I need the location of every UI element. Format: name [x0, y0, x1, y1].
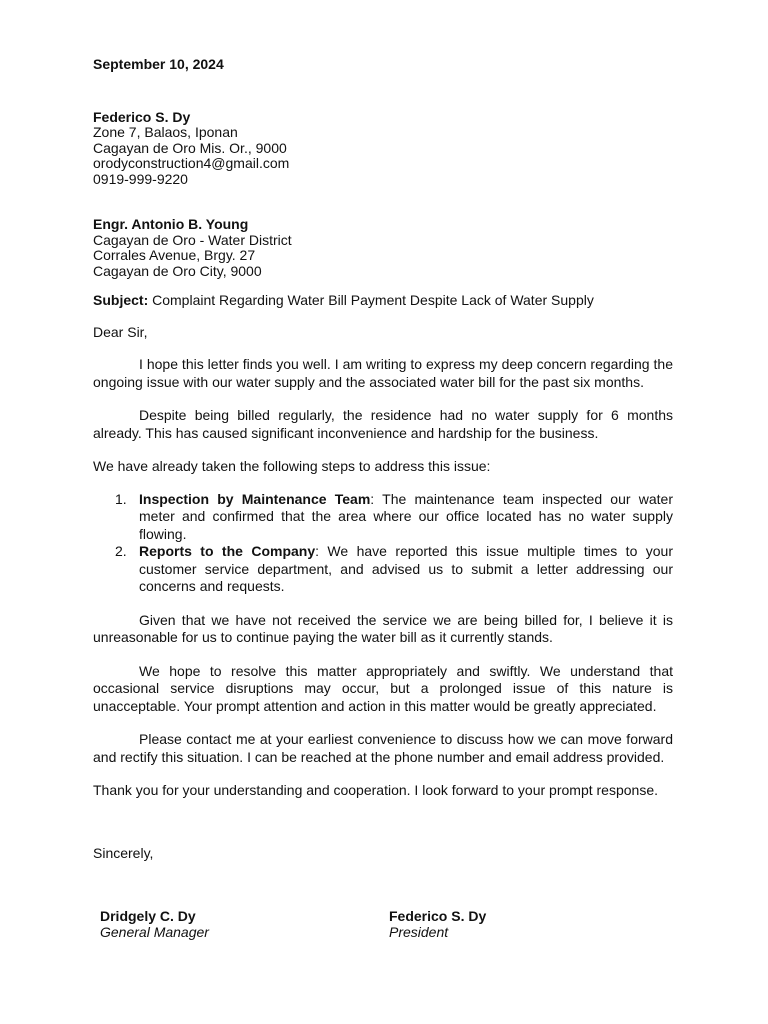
- sign-off: Sincerely,: [93, 844, 154, 861]
- steps-intro: We have already taken the following steps to address this issue:: [93, 458, 491, 474]
- subject-line: [93, 293, 673, 309]
- sender-email: orodyconstruction4@gmail.com: [93, 155, 290, 171]
- subject-label: Subject:: [93, 292, 149, 308]
- recipient-address-line-2: Cagayan de Oro City, 9000: [93, 262, 262, 279]
- letter-date: September 10, 2024: [93, 56, 224, 72]
- sender-block: [93, 110, 673, 188]
- subject-text: Complaint Regarding Water Bill Payment Despite Lack of Water Supply: [148, 292, 594, 308]
- salutation: Dear Sir,: [93, 323, 148, 340]
- signatory-general-manager: [100, 908, 209, 940]
- list-item-title: Inspection by Maintenance Team: [139, 490, 371, 507]
- recipient-name: Engr. Antonio B. Young: [93, 216, 249, 232]
- sender-phone: 0919-999-9220: [93, 170, 188, 187]
- list-item-number: 1.: [115, 490, 127, 507]
- signatory-name: Dridgely C. Dy: [100, 908, 196, 924]
- list-item-text: : The maintenance team inspected our water meter and confirmed that the area where our office located has no water supply flowing.: [139, 490, 673, 542]
- letter-body: [93, 56, 673, 940]
- sender-address-line-1: Zone 7, Balaos, Iponan: [93, 124, 238, 140]
- list-item: [93, 491, 673, 544]
- signatory-title: President: [389, 924, 449, 940]
- paragraph-contact: Please contact me at your earliest convenience to discuss how we can move forward and rectify this situation. I can be reached at the phone number and email address provided.: [93, 731, 673, 765]
- signatory-title: General Manager: [100, 924, 209, 940]
- list-item-text: : We have reported this issue multiple times to your customer service department, and advised us to submit a letter addressing our concerns and requests.: [139, 543, 673, 594]
- list-item-number: 2.: [115, 543, 127, 559]
- paragraph-issue: Despite being billed regularly, the residence had no water supply for 6 months already. This has caused significant inconvenience and hardship for the business.: [93, 407, 673, 441]
- paragraph-billing: Given that we have not received the service we are being billed for, I believe it is unreasonable for us to continue paying the water bill as it currently stands.: [93, 611, 673, 645]
- signatory-president: [389, 908, 486, 940]
- paragraph-closing: Thank you for your understanding and cooperation. I look forward to your prompt response.: [93, 782, 658, 798]
- recipient-block: [93, 217, 673, 279]
- recipient-address-line-1: Corrales Avenue, Brgy. 27: [93, 247, 256, 263]
- list-item-title: Reports to the Company: [139, 543, 316, 559]
- sender-address-line-2: Cagayan de Oro Mis. Or., 9000: [93, 139, 287, 156]
- sender-name: Federico S. Dy: [93, 108, 191, 125]
- signatory-name: Federico S. Dy: [389, 908, 487, 924]
- recipient-organization: Cagayan de Oro - Water District: [93, 231, 292, 248]
- steps-list: [93, 491, 673, 596]
- paragraph-resolution: We hope to resolve this matter appropriately and swiftly. We understand that occasional service disruptions may occur, but a prolonged issue of this nature is unacceptable. Your prompt attention and action in this matter would be greatly appreciated.: [93, 662, 673, 714]
- list-item: [93, 543, 673, 596]
- signature-block: [93, 908, 673, 948]
- paragraph-intro: I hope this letter finds you well. I am writing to express my deep concern regarding the ongoing issue with our water supply and the associated water bill for the past six months.: [93, 356, 673, 390]
